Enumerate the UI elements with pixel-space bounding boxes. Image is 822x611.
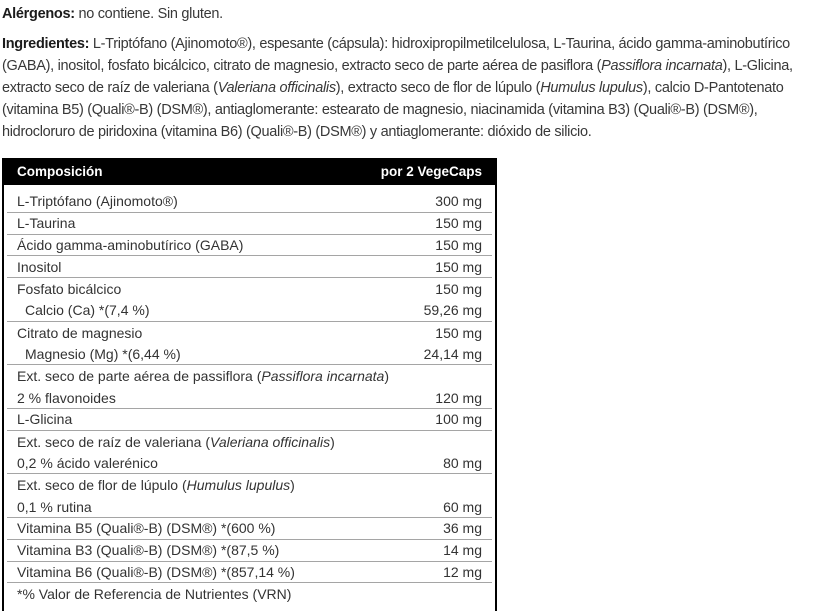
ingredient-species-name: Passiflora incarnata	[601, 58, 723, 74]
ingredient-species-name: Humulus lupulus	[540, 80, 643, 96]
table-row	[7, 431, 492, 453]
row-label: Fosfato bicálcico	[17, 281, 122, 298]
row-value: 36 mg	[443, 520, 482, 537]
table-row	[7, 583, 492, 605]
ingredients-segments	[2, 36, 793, 140]
row-value: 12 mg	[443, 563, 482, 580]
table-row	[7, 409, 492, 431]
table-row	[7, 300, 492, 322]
table-row	[7, 540, 492, 562]
row-value: 100 mg	[435, 411, 482, 428]
row-label: Inositol	[17, 258, 62, 275]
row-value: 80 mg	[443, 454, 482, 471]
row-label: L-Glicina	[17, 411, 73, 428]
table-row	[7, 518, 492, 540]
row-label: 0,2 % ácido valerénico	[17, 454, 158, 471]
row-label: Magnesio (Mg) *(6,44 %)	[25, 345, 181, 362]
ingredient-species-name: Valeriana officinalis	[217, 80, 336, 96]
table-row	[7, 191, 492, 213]
row-label: 2 % flavonoides	[17, 389, 116, 406]
table-row	[7, 474, 492, 496]
table-row	[7, 496, 492, 518]
row-label: Ácido gamma-aminobutírico (GABA)	[17, 236, 244, 253]
allergens-text: no contiene. Sin gluten.	[74, 6, 223, 22]
row-label: 0,1 % rutina	[17, 498, 92, 515]
table-row	[7, 344, 492, 366]
ingredient-text: ), calcio D-Pantotenato (vitamina B5) (Quali®-B) (DSM®), antiaglomerante: estearato de magnesio, niacinamida (vitamina B3) (Quali®-B) (DSM®), hidrocloruro de piridoxina (vitamina B6) (Quali®-B) (DSM®) y antiaglomerante: dióxido de silicio.	[2, 80, 784, 140]
row-label: Ext. seco de parte aérea de passiflora (Passiflora incarnata)	[17, 368, 389, 385]
composition-header-serving: por 2 VegeCaps	[380, 164, 482, 179]
row-label: Citrato de magnesio	[17, 324, 143, 341]
allergens-label: Alérgenos:	[2, 6, 75, 22]
row-value: 59,26 mg	[423, 302, 482, 319]
row-value: 14 mg	[443, 542, 482, 559]
table-row	[7, 322, 492, 344]
row-value: 150 mg	[435, 236, 482, 253]
row-label: Vitamina B5 (Quali®-B) (DSM®) *(600 %)	[17, 520, 276, 537]
ingredient-text: ), L-Glicina, extracto seco de raíz de valeriana (	[2, 58, 793, 96]
ingredient-text: ), extracto seco de flor de lúpulo (	[335, 80, 541, 96]
row-label: *% Valor de Referencia de Nutrientes (VRN)	[17, 586, 292, 603]
row-value: 150 mg	[435, 281, 482, 298]
table-row	[7, 562, 492, 584]
row-label: Vitamina B3 (Quali®-B) (DSM®) *(87,5 %)	[17, 542, 280, 559]
table-row	[7, 453, 492, 475]
row-label: Vitamina B6 (Quali®-B) (DSM®) *(857,14 %)	[17, 563, 295, 580]
row-value: 300 mg	[435, 193, 482, 210]
table-row	[7, 213, 492, 235]
row-value: 60 mg	[443, 498, 482, 515]
row-value: 150 mg	[435, 215, 482, 232]
table-row	[7, 278, 492, 300]
ingredient-text: L-Triptófano (Ajinomoto®), espesante (cápsula): hidroxipropilmetilcelulosa, L-Taurina, ácido gamma-aminobutírico (GABA), inositol, fosfato bicálcico, citrato de magnesio, extracto seco de parte aérea de pasiflora (	[2, 36, 790, 74]
composition-header-title: Composición	[17, 164, 103, 179]
row-label: Ext. seco de raíz de valeriana (Valeriana officinalis)	[17, 433, 335, 450]
row-label: Calcio (Ca) *(7,4 %)	[25, 302, 150, 319]
composition-table-header	[4, 158, 495, 185]
allergens-paragraph	[2, 3, 820, 25]
composition-table	[2, 158, 497, 611]
row-value: 24,14 mg	[423, 345, 482, 362]
table-row	[7, 256, 492, 278]
row-value: 150 mg	[435, 258, 482, 275]
row-value: 120 mg	[435, 389, 482, 406]
row-label: L-Triptófano (Ajinomoto®)	[17, 193, 178, 210]
ingredients-paragraph	[2, 33, 820, 143]
table-row	[7, 387, 492, 409]
row-value: 150 mg	[435, 324, 482, 341]
ingredients-label: Ingredientes:	[2, 36, 90, 52]
table-row	[7, 365, 492, 387]
composition-table-body	[4, 185, 495, 605]
table-row	[7, 235, 492, 257]
row-label: L-Taurina	[17, 215, 76, 232]
row-label: Ext. seco de flor de lúpulo (Humulus lupulus)	[17, 477, 295, 494]
